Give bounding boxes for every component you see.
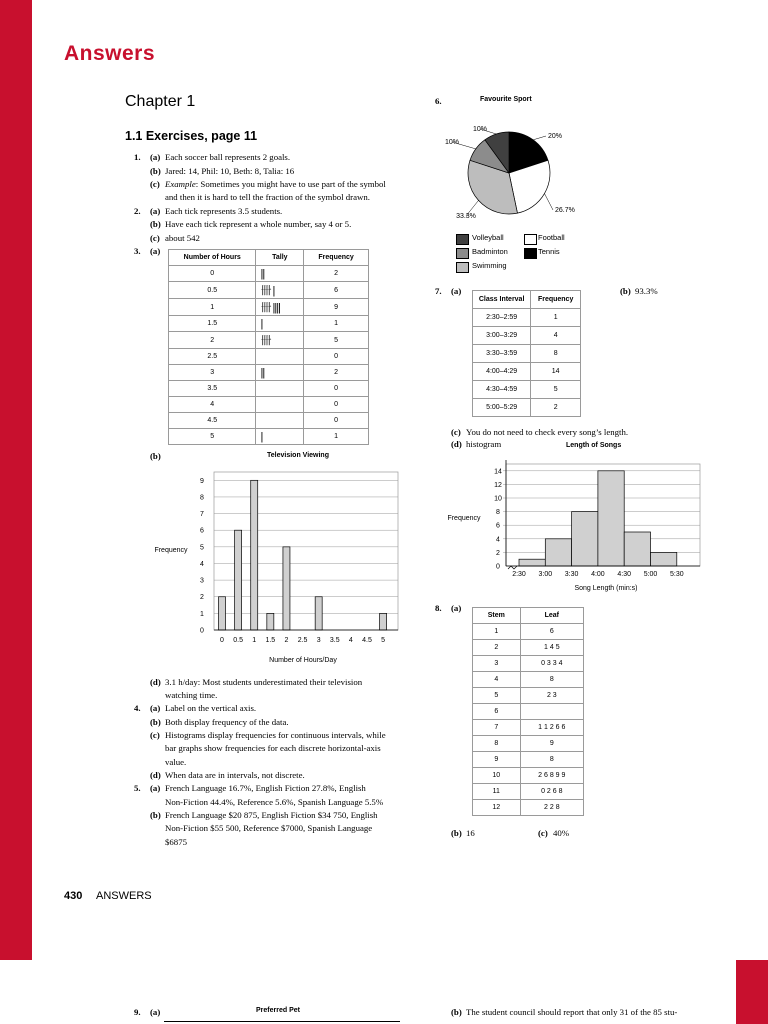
- y-tick-label: 1: [200, 610, 204, 618]
- table-cell: 2: [473, 640, 521, 656]
- table-cell: 2: [169, 332, 256, 349]
- legend-label: Tennis: [538, 247, 560, 256]
- table-row: [169, 413, 369, 429]
- histogram-bar: [519, 559, 545, 566]
- q3-a-label: (a): [150, 246, 161, 256]
- x-tick-label: 5:00: [643, 571, 658, 578]
- table-cell: 0 3 3 4: [520, 656, 583, 672]
- table-row: [473, 624, 584, 640]
- right-accent-tab: [736, 960, 768, 1024]
- q1-number: 1.: [134, 152, 141, 162]
- table-row: [473, 656, 584, 672]
- q8-c-text: 40%: [553, 828, 570, 838]
- y-axis-label: Frequency: [154, 547, 188, 554]
- x-tick-label: 3: [316, 637, 321, 644]
- y-tick-label: 4: [200, 560, 204, 568]
- page-title: Answers: [64, 42, 156, 65]
- legend-swatch: [456, 262, 469, 273]
- table-row: [473, 345, 581, 363]
- q2-a-text: Each tick represents 3.5 students.: [165, 206, 283, 216]
- table-cell: 6: [473, 704, 521, 720]
- legend-label: Badminton: [472, 247, 508, 256]
- table-cell: 8: [520, 672, 583, 688]
- table-cell: 0.5: [169, 282, 256, 299]
- table-row: [473, 752, 584, 768]
- legend-label: Football: [538, 233, 565, 242]
- tv-chart-title: Television Viewing: [267, 452, 329, 459]
- class-interval-table: [472, 290, 581, 417]
- column-header: Stem: [473, 608, 521, 624]
- table-cell: 12: [473, 800, 521, 816]
- table-row: [473, 704, 584, 720]
- legend-swatch: [524, 234, 537, 245]
- table-row: [473, 736, 584, 752]
- slice-label: 10%: [472, 126, 488, 133]
- y-tick-label: 7: [200, 511, 204, 519]
- table-cell: |: [256, 316, 304, 332]
- table-cell: 0: [304, 381, 369, 397]
- q5-number: 5.: [134, 783, 141, 793]
- q6-number: 6.: [435, 96, 442, 106]
- table-row: [169, 299, 369, 316]
- table-row: [169, 381, 369, 397]
- section-heading: 1.1 Exercises, page 11: [125, 129, 258, 143]
- x-tick-label: 2: [284, 637, 289, 644]
- column-header: Number of Hours: [169, 250, 256, 266]
- column-header: Class Interval: [473, 291, 531, 309]
- table-cell: 0: [304, 349, 369, 365]
- legend-swatch: [456, 234, 469, 245]
- table-cell: 9: [520, 736, 583, 752]
- table-cell: 4.5: [169, 413, 256, 429]
- q1-c-label: (c): [150, 179, 160, 189]
- histogram-bar: [624, 532, 650, 566]
- q9-b-label: (b): [451, 1007, 462, 1017]
- q9-b-text: The student council should report that only 31 of the 85 stu-: [466, 1007, 678, 1017]
- table-cell: 0 2 6 8: [520, 784, 583, 800]
- q1-c-text: : Sometimes you might have to use part of the symbol: [195, 179, 386, 189]
- x-tick-label: 1: [252, 637, 257, 644]
- table-cell: 3:00–3:29: [473, 327, 531, 345]
- song-length-histogram: [440, 458, 710, 598]
- q5-a-line2: Non-Fiction 44.4%, Reference 5.6%, Spanish Language 5.5%: [165, 797, 384, 807]
- y-tick-label: 6: [200, 527, 204, 535]
- table-cell: 1: [473, 624, 521, 640]
- y-tick-label: 9: [200, 477, 204, 485]
- bar: [267, 613, 274, 630]
- table-row: [169, 349, 369, 365]
- q8-b-label: (b): [451, 828, 462, 838]
- x-tick-label: 2:30: [512, 571, 526, 578]
- q7-c-text: You do not need to check every song’s length.: [466, 427, 629, 437]
- y-tick-label: 0: [200, 627, 204, 635]
- table-cell: 1.5: [169, 316, 256, 332]
- pet-chart-title: Preferred Pet: [256, 1007, 300, 1014]
- table-cell: 5: [531, 381, 581, 399]
- y-tick-label: 3: [200, 577, 204, 585]
- table-cell: 卌 |: [256, 282, 304, 299]
- chapter-heading: Chapter 1: [125, 93, 196, 110]
- table-cell: 7: [473, 720, 521, 736]
- table-cell: 1: [304, 316, 369, 332]
- x-axis-label: Number of Hours/Day: [269, 657, 337, 664]
- table-cell: 1 1 2 6 6: [520, 720, 583, 736]
- table-cell: 1: [304, 429, 369, 445]
- table-cell: 6: [520, 624, 583, 640]
- table-cell: [256, 381, 304, 397]
- x-tick-label: 5:30: [669, 571, 684, 578]
- y-tick-label: 0: [496, 563, 500, 571]
- table-cell: 6: [304, 282, 369, 299]
- x-tick-label: 4:30: [617, 571, 632, 578]
- table-cell: 11: [473, 784, 521, 800]
- table-cell: 3: [473, 656, 521, 672]
- left-accent-bar: [0, 0, 32, 960]
- table-cell: ||: [256, 266, 304, 282]
- q5-b-line2: Non-Fiction $55 500, Reference $7000, Spanish Language: [165, 823, 373, 833]
- q7-d-label: (d): [451, 439, 462, 449]
- table-row: [169, 429, 369, 445]
- table-row: [473, 768, 584, 784]
- q8-a-label: (a): [451, 603, 462, 613]
- table-row: [473, 800, 584, 816]
- x-tick-label: 3:00: [538, 571, 553, 578]
- bar: [251, 480, 258, 630]
- q5-b-label: (b): [150, 810, 161, 820]
- q4-c-line2: bar graphs show frequencies for each discrete horizontal-axis: [165, 743, 381, 753]
- table-cell: 9: [473, 752, 521, 768]
- songs-chart-title: Length of Songs: [566, 442, 622, 449]
- x-tick-label: 4:00: [591, 571, 605, 578]
- table-cell: 3:30–3:59: [473, 345, 531, 363]
- histogram-bar: [651, 552, 677, 566]
- histogram-bar: [598, 471, 624, 566]
- column-header: Frequency: [531, 291, 581, 309]
- column-header: Leaf: [520, 608, 583, 624]
- y-tick-label: 8: [200, 494, 204, 502]
- q7-number: 7.: [435, 286, 442, 296]
- q4-a-text: Label on the vertical axis.: [165, 703, 257, 713]
- table-row: [169, 266, 369, 282]
- table-cell: 0: [169, 266, 256, 282]
- tally-table: [168, 249, 369, 445]
- q4-c-line1: Histograms display frequencies for continuous intervals, while: [165, 730, 386, 740]
- q5-a-line1: French Language 16.7%, English Fiction 27.8%, English: [165, 783, 366, 793]
- table-row: [473, 672, 584, 688]
- q2-number: 2.: [134, 206, 141, 216]
- table-cell: 0: [304, 413, 369, 429]
- x-tick-label: 2.5: [297, 637, 308, 644]
- q3-d-label: (d): [150, 677, 161, 687]
- table-row: [169, 282, 369, 299]
- table-cell: 14: [531, 363, 581, 381]
- table-cell: 2 6 8 9 9: [520, 768, 583, 784]
- table-row: [473, 784, 584, 800]
- column-header: Frequency: [304, 250, 369, 266]
- q4-a-label: (a): [150, 703, 161, 713]
- table-cell: 4:00–4:29: [473, 363, 531, 381]
- y-tick-label: 8: [496, 509, 500, 517]
- table-cell: 8: [531, 345, 581, 363]
- q3-number: 3.: [134, 246, 141, 256]
- q8-number: 8.: [435, 603, 442, 613]
- q1-c-line1: [165, 179, 386, 190]
- y-tick-label: 14: [494, 468, 502, 476]
- y-tick-label: 4: [496, 536, 500, 544]
- q4-b-text: Both display frequency of the data.: [165, 717, 289, 727]
- bar: [283, 547, 290, 630]
- q1-c-emphasis: Example: [165, 179, 196, 189]
- q3-d-line2: watching time.: [165, 690, 218, 700]
- table-cell: 卌 ||||: [256, 299, 304, 316]
- table-cell: 3.5: [169, 381, 256, 397]
- y-axis-label: Frequency: [447, 515, 481, 522]
- q1-a-text: Each soccer ball represents 2 goals.: [165, 152, 291, 162]
- table-row: [473, 720, 584, 736]
- leader-line: [533, 136, 546, 140]
- pet-chart-axis: [164, 1021, 400, 1022]
- q1-b-label: (b): [150, 166, 161, 176]
- table-row: [473, 640, 584, 656]
- q7-d-text: histogram: [466, 439, 502, 449]
- tv-viewing-chart: [140, 462, 410, 672]
- table-cell: 1: [531, 309, 581, 327]
- table-cell: 2.5: [169, 349, 256, 365]
- q2-b-text: Have each tick represent a whole number, say 4 or 5.: [165, 219, 352, 229]
- table-cell: 2: [304, 266, 369, 282]
- table-cell: |: [256, 429, 304, 445]
- y-tick-label: 5: [200, 544, 204, 552]
- y-tick-label: 2: [496, 549, 500, 557]
- x-tick-label: 4: [348, 637, 353, 644]
- footer-label: ANSWERS: [96, 890, 152, 902]
- histogram-bar: [572, 512, 598, 566]
- favourite-sport-pie-chart: [440, 112, 580, 227]
- table-cell: 4: [531, 327, 581, 345]
- table-row: [169, 332, 369, 349]
- slice-label: 10%: [444, 139, 460, 146]
- x-tick-label: 0: [220, 637, 224, 644]
- y-tick-label: 2: [200, 594, 204, 602]
- q2-b-label: (b): [150, 219, 161, 229]
- x-tick-label: 4.5: [362, 637, 372, 644]
- table-cell: 1: [169, 299, 256, 316]
- y-tick-label: 6: [496, 522, 500, 530]
- q1-a-label: (a): [150, 152, 161, 162]
- table-cell: 2 2 8: [520, 800, 583, 816]
- table-cell: 5: [169, 429, 256, 445]
- q9-number: 9.: [134, 1007, 141, 1017]
- bar: [315, 597, 322, 630]
- q7-a-label: (a): [451, 286, 462, 296]
- table-row: [473, 381, 581, 399]
- table-cell: 5: [304, 332, 369, 349]
- q2-a-label: (a): [150, 206, 161, 216]
- leader-line: [544, 194, 553, 210]
- table-row: [473, 363, 581, 381]
- axis-break: [508, 566, 517, 569]
- table-cell: 5: [473, 688, 521, 704]
- table-cell: 8: [520, 752, 583, 768]
- q5-b-line3: $6875: [165, 837, 187, 847]
- q7-b-text: 93.3%: [635, 286, 658, 296]
- x-tick-label: 0.5: [233, 637, 243, 644]
- table-row: [473, 309, 581, 327]
- page-number: 430: [64, 890, 83, 902]
- column-header: Tally: [256, 250, 304, 266]
- q2-c-label: (c): [150, 233, 160, 243]
- q8-c-label: (c): [538, 828, 548, 838]
- q4-d-text: When data are in intervals, not discrete.: [165, 770, 305, 780]
- legend-swatch: [456, 248, 469, 259]
- table-row: [169, 316, 369, 332]
- table-cell: 0: [304, 397, 369, 413]
- legend-label: Volleyball: [472, 233, 504, 242]
- q4-number: 4.: [134, 703, 141, 713]
- q7-b-label: (b): [620, 286, 631, 296]
- y-tick-label: 10: [494, 495, 502, 503]
- x-tick-label: 1.5: [265, 637, 276, 644]
- table-cell: 10: [473, 768, 521, 784]
- q4-b-label: (b): [150, 717, 161, 727]
- table-row: [169, 397, 369, 413]
- table-row: [473, 688, 584, 704]
- q3-d-line1: 3.1 h/day: Most students underestimated their television: [165, 677, 363, 687]
- histogram-bar: [545, 539, 571, 566]
- slice-label: 26.7%: [555, 207, 575, 214]
- legend-swatch: [524, 248, 537, 259]
- q1-c-line2: and then it is hard to tell the fraction of the symbol drawn.: [165, 192, 370, 202]
- table-row: [169, 365, 369, 381]
- bar: [380, 613, 387, 630]
- table-cell: ||: [256, 365, 304, 381]
- legend-label: Swimming: [472, 261, 507, 270]
- x-tick-label: 3.5: [329, 637, 340, 644]
- slice-label: 33.3%: [456, 213, 476, 220]
- table-cell: [520, 704, 583, 720]
- table-cell: 2: [304, 365, 369, 381]
- x-axis-label: Song Length (min:s): [574, 585, 638, 592]
- stem-leaf-plot: [472, 607, 584, 816]
- table-cell: [256, 397, 304, 413]
- q3-b-label: (b): [150, 451, 161, 461]
- x-tick-label: 5: [381, 637, 386, 644]
- table-row: [473, 399, 581, 417]
- bar: [219, 597, 226, 630]
- table-cell: 9: [304, 299, 369, 316]
- table-row: [473, 327, 581, 345]
- q8-b-text: 16: [466, 828, 475, 838]
- q4-c-line3: value.: [165, 757, 187, 767]
- table-cell: 4:30–4:59: [473, 381, 531, 399]
- table-cell: 5:00–5:29: [473, 399, 531, 417]
- q1-b-text: Jared: 14, Phil: 10, Beth: 8, Talia: 16: [165, 166, 295, 176]
- table-cell: 3: [169, 365, 256, 381]
- y-tick-label: 12: [494, 481, 502, 489]
- bar: [235, 530, 242, 630]
- q4-c-label: (c): [150, 730, 160, 740]
- table-cell: [256, 349, 304, 365]
- table-cell: [256, 413, 304, 429]
- q7-c-label: (c): [451, 427, 461, 437]
- pie-chart-title: Favourite Sport: [480, 96, 532, 103]
- table-cell: 卌: [256, 332, 304, 349]
- q2-c-text: about 542: [165, 233, 200, 243]
- q5-a-label: (a): [150, 783, 161, 793]
- q9-a-label: (a): [150, 1007, 161, 1017]
- table-cell: 4: [473, 672, 521, 688]
- table-cell: 8: [473, 736, 521, 752]
- x-tick-label: 3:30: [564, 571, 579, 578]
- table-cell: 2: [531, 399, 581, 417]
- q4-d-label: (d): [150, 770, 161, 780]
- table-cell: 4: [169, 397, 256, 413]
- q5-b-line1: French Language $20 875, English Fiction $34 750, English: [165, 810, 378, 820]
- table-cell: 2:30–2:59: [473, 309, 531, 327]
- slice-label: 20%: [548, 133, 563, 140]
- table-cell: 2 3: [520, 688, 583, 704]
- table-cell: 1 4 5: [520, 640, 583, 656]
